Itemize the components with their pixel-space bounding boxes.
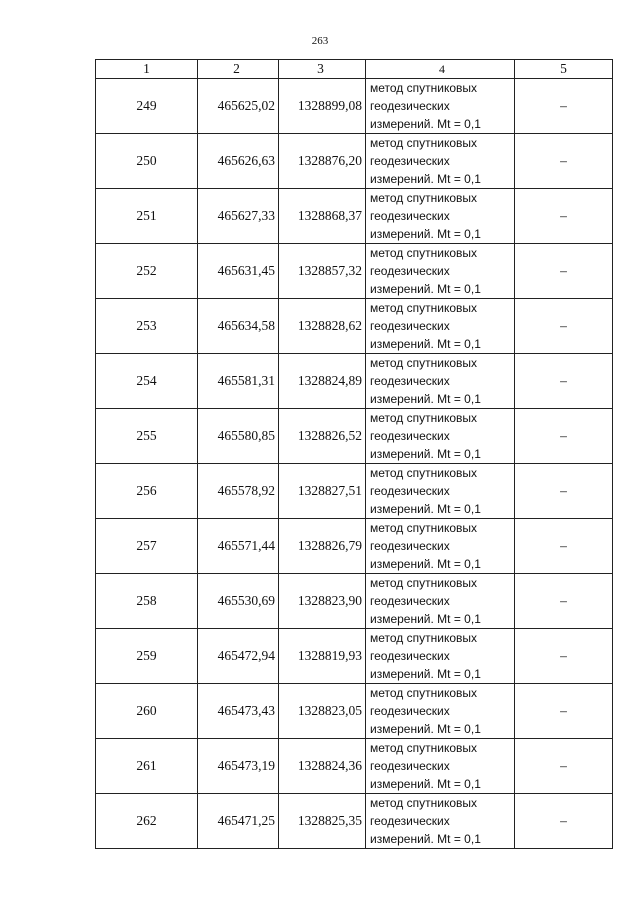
method-description <box>366 519 515 574</box>
point-number: 255 <box>96 409 198 464</box>
method-line: измерений. Mt = 0,1 <box>370 777 481 791</box>
method-description <box>366 409 515 464</box>
coordinate-x: 465471,25 <box>198 794 279 849</box>
method-line: геодезических <box>370 154 450 168</box>
table-row <box>96 244 613 299</box>
coordinate-x: 465473,19 <box>198 739 279 794</box>
method-description <box>366 244 515 299</box>
method-line: метод спутниковых <box>370 81 478 95</box>
method-line: измерений. Mt = 0,1 <box>370 392 481 406</box>
method-line: метод спутниковых <box>370 136 478 150</box>
note: – <box>515 244 613 299</box>
note: – <box>515 409 613 464</box>
coordinate-y: 1328828,62 <box>279 299 366 354</box>
header-col-5: 5 <box>515 60 613 79</box>
method-line: метод спутниковых <box>370 466 478 480</box>
method-description <box>366 354 515 409</box>
table-row <box>96 684 613 739</box>
coordinate-y: 1328876,20 <box>279 134 366 189</box>
method-description <box>366 189 515 244</box>
point-number: 259 <box>96 629 198 684</box>
coordinate-y: 1328826,52 <box>279 409 366 464</box>
method-line: метод спутниковых <box>370 411 478 425</box>
method-line: геодезических <box>370 759 450 773</box>
method-line: геодезических <box>370 704 450 718</box>
method-description <box>366 794 515 849</box>
table-row <box>96 739 613 794</box>
method-line: геодезических <box>370 264 450 278</box>
method-line: метод спутниковых <box>370 686 478 700</box>
coordinate-y: 1328826,79 <box>279 519 366 574</box>
method-line: метод спутниковых <box>370 796 478 810</box>
header-col-3: 3 <box>279 60 366 79</box>
table-row <box>96 629 613 684</box>
point-number: 251 <box>96 189 198 244</box>
table-row <box>96 409 613 464</box>
method-description <box>366 684 515 739</box>
coordinate-x: 465625,02 <box>198 79 279 134</box>
note: – <box>515 629 613 684</box>
note: – <box>515 519 613 574</box>
page-number: 263 <box>311 35 329 47</box>
method-line: геодезических <box>370 209 450 223</box>
coordinate-y: 1328819,93 <box>279 629 366 684</box>
point-number: 254 <box>96 354 198 409</box>
header-col-4: 4 <box>366 60 515 79</box>
table-row <box>96 354 613 409</box>
method-line: геодезических <box>370 429 450 443</box>
table-row <box>96 794 613 849</box>
coordinate-x: 465473,43 <box>198 684 279 739</box>
method-line: измерений. Mt = 0,1 <box>370 337 481 351</box>
coordinate-y: 1328823,05 <box>279 684 366 739</box>
point-number: 257 <box>96 519 198 574</box>
coordinate-x: 465571,44 <box>198 519 279 574</box>
table-row <box>96 519 613 574</box>
coordinate-y: 1328857,32 <box>279 244 366 299</box>
coordinate-y: 1328827,51 <box>279 464 366 519</box>
method-line: измерений. Mt = 0,1 <box>370 117 481 131</box>
method-description <box>366 629 515 684</box>
method-line: метод спутниковых <box>370 631 478 645</box>
note: – <box>515 684 613 739</box>
method-line: измерений. Mt = 0,1 <box>370 282 481 296</box>
note: – <box>515 354 613 409</box>
note: – <box>515 574 613 629</box>
method-line: измерений. Mt = 0,1 <box>370 612 481 626</box>
table-row <box>96 464 613 519</box>
method-line: измерений. Mt = 0,1 <box>370 227 481 241</box>
method-line: измерений. Mt = 0,1 <box>370 832 481 846</box>
point-number: 258 <box>96 574 198 629</box>
table-row <box>96 574 613 629</box>
coordinate-y: 1328823,90 <box>279 574 366 629</box>
coordinate-y: 1328825,35 <box>279 794 366 849</box>
note: – <box>515 134 613 189</box>
method-line: измерений. Mt = 0,1 <box>370 502 481 516</box>
coordinate-x: 465578,92 <box>198 464 279 519</box>
method-line: измерений. Mt = 0,1 <box>370 172 481 186</box>
point-number: 250 <box>96 134 198 189</box>
coordinate-x: 465580,85 <box>198 409 279 464</box>
table-row <box>96 79 613 134</box>
point-number: 252 <box>96 244 198 299</box>
table-row <box>96 299 613 354</box>
point-number: 261 <box>96 739 198 794</box>
method-line: измерений. Mt = 0,1 <box>370 557 481 571</box>
method-line: измерений. Mt = 0,1 <box>370 667 481 681</box>
coordinates-table <box>95 59 613 849</box>
coordinate-y: 1328868,37 <box>279 189 366 244</box>
note: – <box>515 739 613 794</box>
table-row <box>96 189 613 244</box>
coordinate-x: 465530,69 <box>198 574 279 629</box>
method-line: геодезических <box>370 319 450 333</box>
method-line: геодезических <box>370 594 450 608</box>
coordinate-x: 465627,33 <box>198 189 279 244</box>
coordinate-x: 465631,45 <box>198 244 279 299</box>
method-line: геодезических <box>370 814 450 828</box>
method-line: геодезических <box>370 539 450 553</box>
header-col-2: 2 <box>198 60 279 79</box>
coordinate-y: 1328899,08 <box>279 79 366 134</box>
header-col-1: 1 <box>96 60 198 79</box>
point-number: 249 <box>96 79 198 134</box>
coordinate-x: 465634,58 <box>198 299 279 354</box>
method-line: метод спутниковых <box>370 191 478 205</box>
point-number: 256 <box>96 464 198 519</box>
method-line: геодезических <box>370 484 450 498</box>
coordinate-x: 465472,94 <box>198 629 279 684</box>
table-row <box>96 134 613 189</box>
note: – <box>515 464 613 519</box>
method-line: метод спутниковых <box>370 741 478 755</box>
coordinate-x: 465581,31 <box>198 354 279 409</box>
point-number: 260 <box>96 684 198 739</box>
coordinate-x: 465626,63 <box>198 134 279 189</box>
method-line: измерений. Mt = 0,1 <box>370 447 481 461</box>
method-line: геодезических <box>370 374 450 388</box>
note: – <box>515 794 613 849</box>
point-number: 253 <box>96 299 198 354</box>
coordinate-y: 1328824,89 <box>279 354 366 409</box>
coordinates-table-body <box>96 60 613 849</box>
method-line: метод спутниковых <box>370 246 478 260</box>
method-line: геодезических <box>370 649 450 663</box>
method-description <box>366 464 515 519</box>
method-line: метод спутниковых <box>370 301 478 315</box>
coordinate-y: 1328824,36 <box>279 739 366 794</box>
method-line: метод спутниковых <box>370 521 478 535</box>
method-description <box>366 574 515 629</box>
note: – <box>515 299 613 354</box>
note: – <box>515 189 613 244</box>
method-line: метод спутниковых <box>370 356 478 370</box>
table-header-row <box>96 60 613 79</box>
method-line: метод спутниковых <box>370 576 478 590</box>
method-description <box>366 299 515 354</box>
method-description <box>366 134 515 189</box>
method-line: геодезических <box>370 99 450 113</box>
method-description <box>366 739 515 794</box>
point-number: 262 <box>96 794 198 849</box>
method-description <box>366 79 515 134</box>
note: – <box>515 79 613 134</box>
method-line: измерений. Mt = 0,1 <box>370 722 481 736</box>
